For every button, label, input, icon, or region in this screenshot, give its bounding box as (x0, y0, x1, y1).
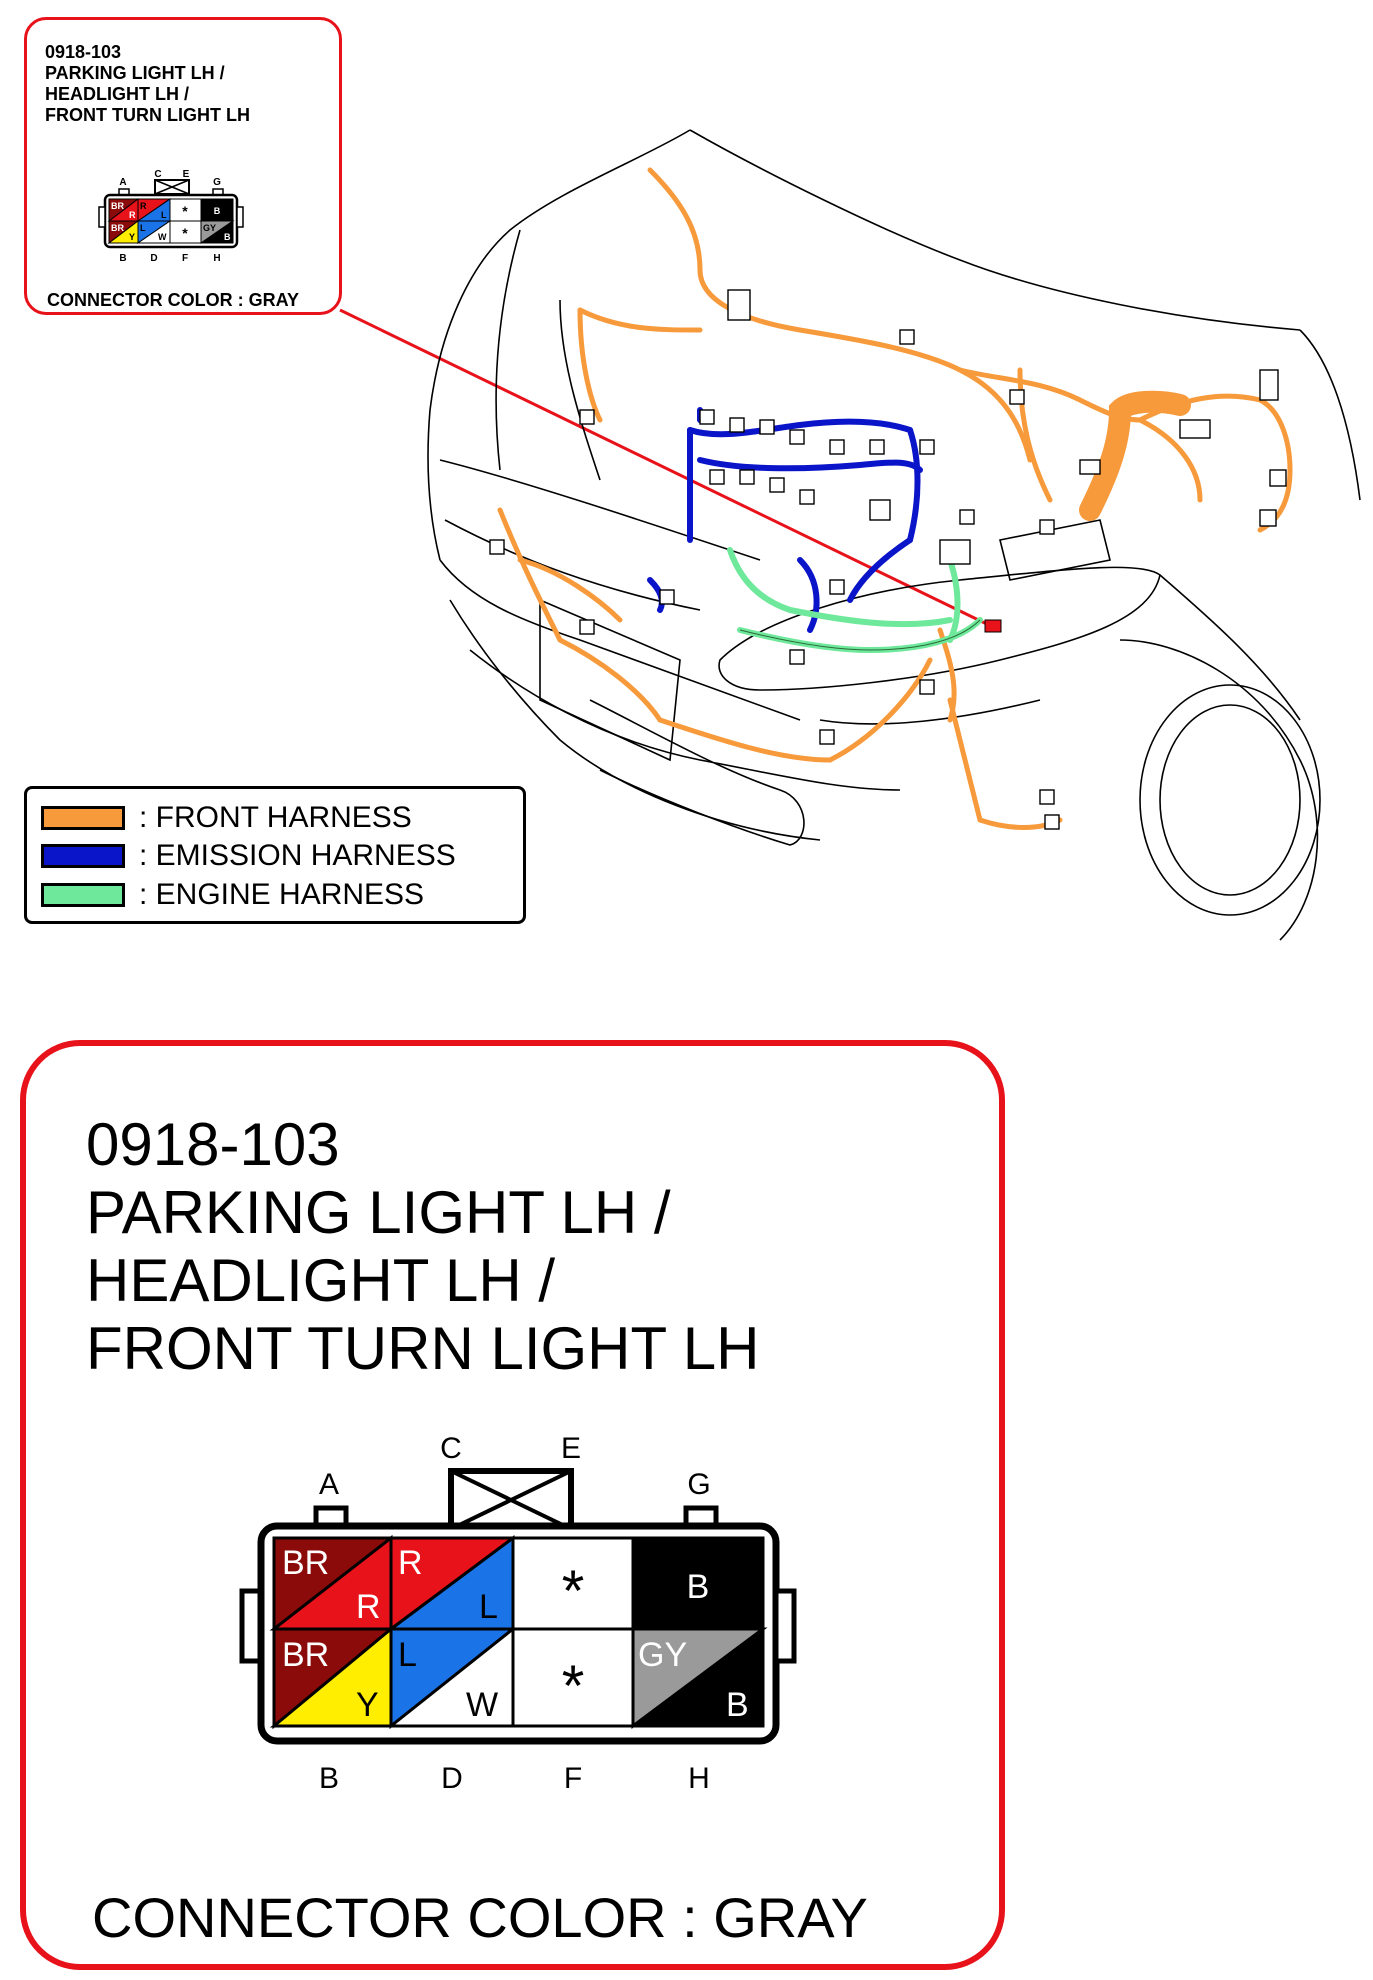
title-line-2: HEADLIGHT LH / (45, 84, 189, 104)
title-line-3-large: FRONT TURN LIGHT LH (86, 1315, 760, 1382)
callout-small-title (45, 42, 250, 126)
cell-a-bottom-large: R (356, 1588, 381, 1626)
cell-b-top: BR (111, 223, 124, 233)
callout-leader-line (340, 310, 995, 628)
cell-h-top-large: GY (638, 1636, 688, 1674)
pin-label-g-large: G (687, 1468, 711, 1501)
pin-label-g: G (213, 177, 221, 188)
pin-label-e-large: E (560, 1432, 582, 1465)
engine-harness-swatch (41, 883, 125, 907)
cell-c-top: R (140, 201, 147, 211)
cell-a-top-large: BR (282, 1544, 330, 1582)
legend-label-front: : FRONT HARNESS (139, 801, 412, 834)
cell-d-bottom-large: W (466, 1686, 499, 1724)
cell-c-top-large: R (398, 1544, 423, 1582)
cell-f: * (182, 225, 188, 241)
cell-a-bottom: R (129, 210, 136, 220)
pin-label-b-large: B (318, 1762, 340, 1795)
cell-h-bottom: B (224, 232, 231, 242)
pin-label-f: F (181, 253, 189, 264)
cell-a-top: BR (111, 201, 124, 211)
connector-callout-large (20, 1040, 1005, 1970)
cell-b-bottom-large: Y (356, 1686, 379, 1724)
cell-g: B (213, 206, 221, 216)
pin-label-h: H (213, 253, 221, 264)
callout-large-title (86, 1111, 759, 1383)
cell-h-bottom-large: B (726, 1686, 749, 1724)
pin-label-d-large: D (441, 1762, 463, 1795)
front-harness-swatch (41, 806, 125, 830)
pin-label-b: B (119, 253, 127, 264)
title-line-2-large: HEADLIGHT LH / (86, 1247, 556, 1314)
cell-e: * (182, 203, 188, 219)
connector-color-small: CONNECTOR COLOR : GRAY (47, 290, 300, 310)
emission-harness-swatch (41, 844, 125, 868)
pin-label-h-large: H (688, 1762, 710, 1795)
title-line-3: FRONT TURN LIGHT LH (45, 105, 250, 125)
connector-code: 0918-103 (45, 42, 122, 62)
cell-d-bottom: W (158, 232, 167, 242)
harness-legend (24, 786, 526, 924)
legend-item-engine (41, 880, 424, 910)
pin-label-c-large: C (440, 1432, 462, 1465)
pin-label-c: C (154, 169, 162, 180)
cell-c-bottom-large: L (479, 1588, 498, 1626)
cell-d-top-large: L (398, 1636, 417, 1674)
legend-label-engine: : ENGINE HARNESS (139, 878, 425, 911)
cell-e-large: * (561, 1559, 585, 1624)
legend-label-emission: : EMISSION HARNESS (139, 839, 456, 872)
title-line-1: PARKING LIGHT LH / (45, 63, 225, 83)
cell-b-bottom: Y (129, 232, 136, 242)
cell-h-top: GY (203, 223, 217, 233)
cell-b-top-large: BR (282, 1636, 330, 1674)
legend-item-front (41, 803, 412, 833)
connector-diagram-large (26, 1426, 999, 1866)
connector-color-large: CONNECTOR COLOR : GRAY (92, 1886, 868, 1949)
cell-g-large: B (686, 1568, 710, 1606)
car-body-outline (428, 130, 1360, 940)
pin-label-a: A (119, 177, 127, 188)
cell-c-bottom: L (161, 210, 167, 220)
connector-callout-small (24, 17, 342, 315)
connector-code-large: 0918-103 (86, 1111, 340, 1178)
highlighted-connector (985, 620, 1001, 632)
cell-d-top: L (140, 223, 146, 233)
title-line-1-large: PARKING LIGHT LH / (86, 1179, 671, 1246)
connector-diagram-small (27, 155, 339, 295)
front-harness-wires (500, 170, 1290, 828)
pin-label-a-large: A (318, 1468, 340, 1501)
pin-label-e: E (182, 169, 190, 180)
cell-f-large: * (561, 1654, 585, 1719)
legend-item-emission (41, 841, 456, 871)
pin-label-d: D (150, 253, 158, 264)
pin-label-f-large: F (563, 1762, 583, 1795)
